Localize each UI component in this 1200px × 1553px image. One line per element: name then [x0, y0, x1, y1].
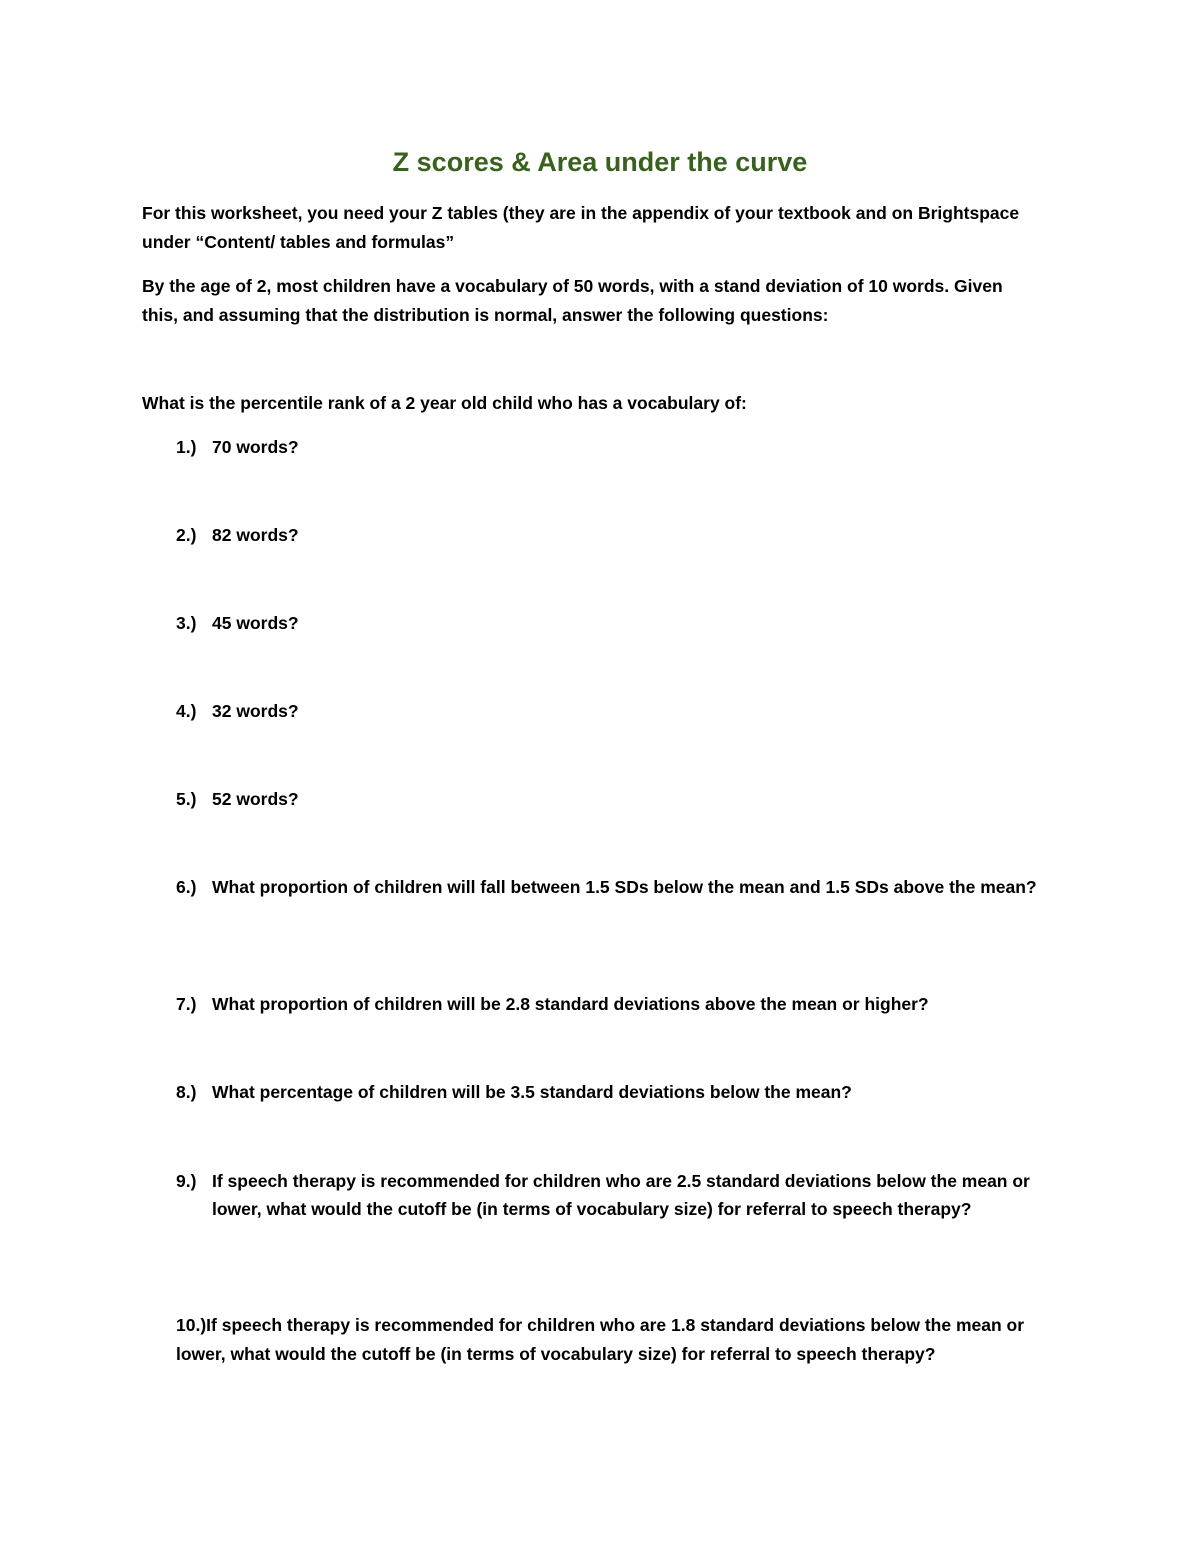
question-number: 3.): [176, 613, 197, 633]
question-item: [142, 990, 1052, 1018]
question-number: 2.): [176, 525, 197, 545]
question-item: [142, 521, 1052, 549]
question-text: If speech therapy is recommended for children who are 2.5 standard deviations below the mean or lower, what would the cutoff be (in terms of vocabulary size) for referral to speech therapy?: [212, 1171, 1030, 1219]
intro-paragraph-vocabulary: By the age of 2, most children have a vocabulary of 50 words, with a stand deviation of 10 words. Given this, and assuming that the distribution is normal, answer the following questions:: [142, 276, 1003, 325]
question-text: 82 words?: [212, 525, 299, 545]
question-item: [142, 785, 1052, 813]
question-number: 7.): [176, 994, 197, 1014]
question-text: What percentage of children will be 3.5 standard deviations below the mean?: [212, 1082, 852, 1102]
question-item: [142, 1167, 1052, 1223]
question-text: What proportion of children will be 2.8 standard deviations above the mean or higher?: [212, 994, 929, 1014]
question-item: [142, 697, 1052, 725]
question-item: [142, 873, 1052, 901]
question-number: 8.): [176, 1082, 197, 1102]
question-text: 45 words?: [212, 613, 299, 633]
question-text: 70 words?: [212, 437, 299, 457]
question-number: 5.): [176, 789, 197, 809]
question-number: 9.): [176, 1171, 197, 1191]
question-text: What proportion of children will fall between 1.5 SDs below the mean and 1.5 SDs above the mean?: [212, 877, 1037, 897]
question-item: [142, 433, 1052, 461]
question-number: 4.): [176, 701, 197, 721]
question-text: 32 words?: [212, 701, 299, 721]
question-item: [142, 609, 1052, 637]
question-number: 1.): [176, 437, 197, 457]
question-number: 6.): [176, 877, 197, 897]
question-text: 52 words?: [212, 789, 299, 809]
intro-paragraph-tables: For this worksheet, you need your Z tables (they are in the appendix of your textbook and on Brightspace under “Content/ tables and formulas”: [142, 203, 1020, 252]
page-title: Z scores & Area under the curve: [392, 147, 808, 177]
percentile-prompt: What is the percentile rank of a 2 year old child who has a vocabulary of:: [142, 393, 747, 413]
question-item: [142, 1078, 1052, 1106]
question-10: 10.)If speech therapy is recommended for children who are 1.8 standard deviations below the mean or lower, what would the cutoff be (in terms of vocabulary size) for referral to speech therapy?: [176, 1315, 1025, 1364]
